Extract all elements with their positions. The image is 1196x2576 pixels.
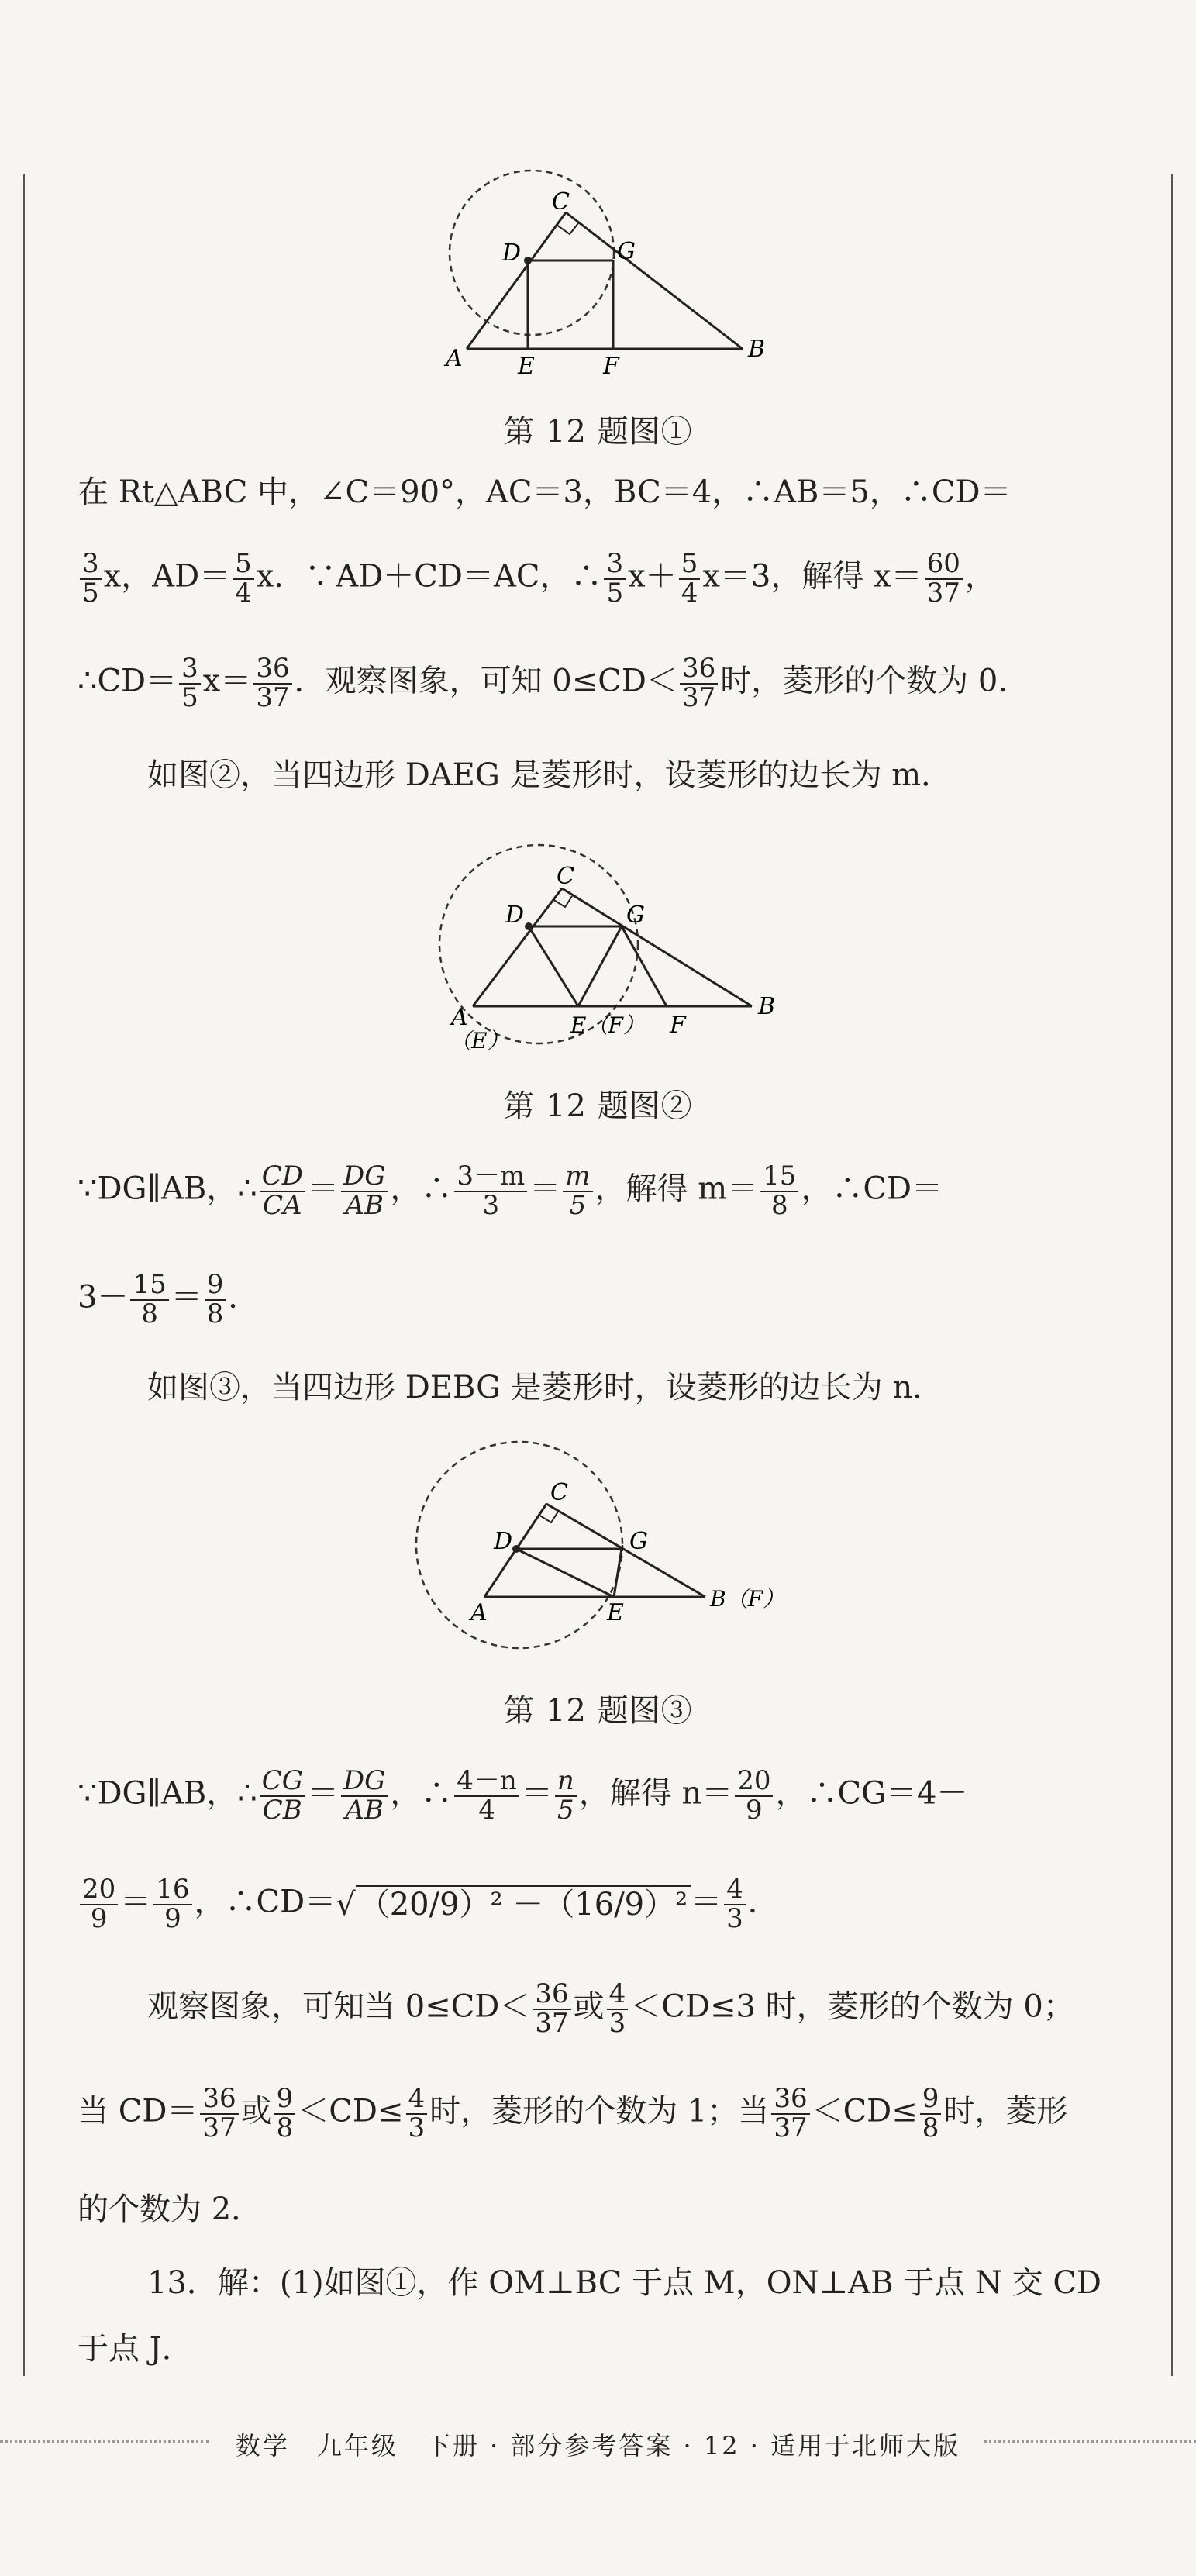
paragraph-line	[147, 757, 1178, 793]
text-span: x＝	[202, 663, 252, 699]
text-span: ＝	[120, 1884, 152, 1920]
paragraph-line	[147, 1978, 1178, 2039]
fraction: $\frac{CG}{CB}$	[260, 1767, 305, 1824]
fig2-label-f: F	[670, 1012, 686, 1039]
paragraph-line	[78, 550, 1108, 607]
fraction: $\frac{4-n}{4}$	[454, 1767, 519, 1824]
figure-3-caption: 第 12 题图③	[503, 1693, 693, 1729]
text-span: ，解得 m＝	[595, 1171, 759, 1207]
paragraph-line	[78, 1160, 1108, 1221]
fraction: $\frac{20}{9}$	[80, 1876, 118, 1933]
paragraph-line	[78, 1271, 1108, 1328]
fig1-label-f: F	[603, 353, 619, 380]
text-span: ＝	[307, 1775, 339, 1812]
fig2-label-g: G	[626, 902, 645, 929]
text-span: ＝	[691, 1884, 722, 1920]
figure-2	[419, 822, 791, 1065]
figure-3-diagram	[411, 1434, 798, 1667]
text-span: ∵DG∥AB，∴	[78, 1775, 257, 1812]
text-span: ＜CD≤	[298, 2093, 404, 2129]
fraction: $\frac{DG}{AB}$	[341, 1163, 388, 1219]
text-span: ，	[964, 558, 996, 595]
text-span: ＜CD≤	[812, 2093, 918, 2129]
fraction: $\frac{60}{37}$	[925, 550, 963, 607]
paragraph-line	[78, 1876, 1108, 1933]
fraction: $\frac{9}{8}$	[920, 2085, 942, 2142]
text-span: 13．解：(1)如图①，作 OM⊥BC 于点 M，ON⊥AB 于点 N 交 CD	[147, 2265, 1101, 2301]
fraction: $\frac{5}{4}$	[679, 550, 701, 607]
text-span: ，∴CG＝4－	[775, 1775, 968, 1812]
fraction: $\frac{3}{5}$	[80, 550, 102, 607]
square-root: √ （20/9）² －（16/9）²	[336, 1889, 691, 1920]
fig3-label-e: E	[607, 1599, 624, 1626]
fraction: $\frac{15}{8}$	[760, 1163, 798, 1219]
fig2-label-ae: （E）	[450, 1028, 509, 1054]
paragraph-line	[78, 474, 1108, 510]
fraction: $\frac{3-m}{3}$	[454, 1163, 527, 1219]
paragraph-line	[147, 2265, 1178, 2301]
text-span: ，∴CD＝	[801, 1171, 943, 1207]
paragraph-line	[78, 2085, 1108, 2142]
text-span: ，∴	[390, 1171, 453, 1207]
fraction: $\frac{16}{9}$	[153, 1876, 191, 1933]
text-span: x．∵AD＋CD＝AC，∴	[256, 558, 602, 595]
text-span: x＋	[628, 558, 677, 595]
fraction: $\frac{36}{37}$	[771, 2085, 809, 2142]
fig1-label-c: C	[552, 188, 570, 216]
fraction: $\frac{3}{5}$	[179, 655, 201, 712]
text-span: ，∴CD＝	[194, 1884, 336, 1920]
fraction: $\frac{36}{37}$	[200, 2085, 238, 2142]
fig3-label-a: A	[470, 1599, 488, 1626]
paragraph-line	[78, 655, 1108, 712]
fig3-label-b: B（F）	[710, 1586, 785, 1612]
text-span: ，∴	[390, 1775, 453, 1812]
text-span: 观察图象，可知当 0≤CD＜	[147, 1988, 531, 2025]
paragraph-line	[78, 1767, 1108, 1824]
figure-3	[411, 1434, 798, 1670]
text-span: 在 Rt△ABC 中，∠C＝90°，AC＝3，BC＝4，∴AB＝5，∴CD＝	[78, 474, 1012, 510]
text-span: ，解得 n＝	[578, 1775, 733, 1812]
text-span: 时，菱形的个数为 0．	[720, 663, 1029, 699]
radicand: （20/9）² －（16/9）²	[356, 1885, 691, 1923]
paragraph-line	[78, 2191, 1108, 2227]
figure-1-caption: 第 12 题图①	[503, 414, 693, 450]
text-span: 3－	[78, 1279, 129, 1316]
text-span: x，AD＝	[103, 558, 231, 595]
text-span: 于点 J．	[78, 2331, 193, 2367]
fig3-label-d: D	[494, 1528, 513, 1555]
fig2-label-d: D	[505, 902, 525, 929]
text-span: ．	[228, 1279, 260, 1316]
text-span: 的个数为 2．	[78, 2191, 263, 2227]
text-span: ∵DG∥AB，∴	[78, 1171, 257, 1207]
fig3-label-g: G	[629, 1528, 648, 1555]
paragraph-line	[78, 2331, 1108, 2367]
fraction: $\frac{9}{8}$	[274, 2085, 296, 2142]
fig2-label-c: C	[557, 863, 574, 890]
text-span: 或	[573, 1988, 605, 2025]
fig1-label-g: G	[617, 238, 636, 265]
fraction: $\frac{5}{4}$	[233, 550, 254, 607]
text-span: x＝3，解得 x＝	[702, 558, 922, 595]
fraction: $\frac{4}{3}$	[406, 2085, 428, 2142]
fraction: $\frac{n}{5}$	[555, 1767, 577, 1824]
fraction: $\frac{15}{8}$	[130, 1271, 168, 1328]
fraction: $\frac{36}{37}$	[533, 1981, 570, 2037]
fraction: $\frac{36}{37}$	[253, 655, 291, 712]
text-span: 如图②，当四边形 DAEG 是菱形时，设菱形的边长为 m．	[147, 757, 953, 793]
page-footer: 数学 九年级 下册 · 部分参考答案 · 12 · 适用于北师大版	[235, 2431, 961, 2460]
text-span: ＝	[171, 1279, 202, 1316]
text-span: 当 CD＝	[78, 2093, 198, 2129]
fig2-label-e: E（F）	[570, 1012, 645, 1038]
fraction: $\frac{m}{5}$	[563, 1163, 592, 1219]
fraction: $\frac{4}{3}$	[607, 1981, 629, 2037]
figure-1-diagram	[419, 163, 791, 388]
fraction: $\frac{20}{9}$	[735, 1767, 773, 1824]
text-span: ∴CD＝	[78, 663, 178, 699]
paragraph-line	[147, 1372, 1178, 1403]
figure-1	[419, 163, 791, 391]
fig3-label-c: C	[550, 1479, 568, 1506]
text-span: 时，菱形	[943, 2093, 1068, 2129]
figure-2-caption: 第 12 题图②	[503, 1088, 693, 1124]
text-span: 或	[240, 2093, 272, 2129]
fig1-label-a: A	[446, 345, 463, 372]
text-span: ．	[747, 1884, 779, 1920]
fig2-label-b: B	[758, 993, 776, 1020]
fig1-label-d: D	[502, 240, 522, 267]
figure-2-diagram	[419, 822, 791, 1062]
fig1-label-e: E	[518, 353, 535, 380]
text-span: ＝	[529, 1171, 561, 1207]
fig1-label-b: B	[748, 336, 766, 363]
text-span: ＝	[521, 1775, 553, 1812]
fraction: $\frac{9}{8}$	[205, 1271, 226, 1328]
fig2-label-a: A	[451, 1004, 468, 1031]
fraction: $\frac{3}{5}$	[604, 550, 626, 607]
right-margin-line	[1171, 174, 1173, 2376]
fraction: $\frac{DG}{AB}$	[341, 1767, 388, 1824]
text-span: ＝	[307, 1171, 339, 1207]
fraction: $\frac{CD}{CA}$	[260, 1163, 305, 1219]
left-margin-line	[23, 174, 25, 2376]
text-span: 如图③，当四边形 DEBG 是菱形时，设菱形的边长为 n．	[147, 1370, 944, 1405]
footer-dots-right	[984, 2440, 1196, 2443]
text-span: 时，菱形的个数为 1；当	[429, 2093, 770, 2129]
fraction: $\frac{4}{3}$	[724, 1876, 746, 1933]
fraction: $\frac{36}{37}$	[680, 655, 718, 712]
text-span: ＜CD≤3 时，菱形的个数为 0；	[630, 1988, 1074, 2025]
text-span: ．观察图象，可知 0≤CD＜	[294, 663, 677, 699]
